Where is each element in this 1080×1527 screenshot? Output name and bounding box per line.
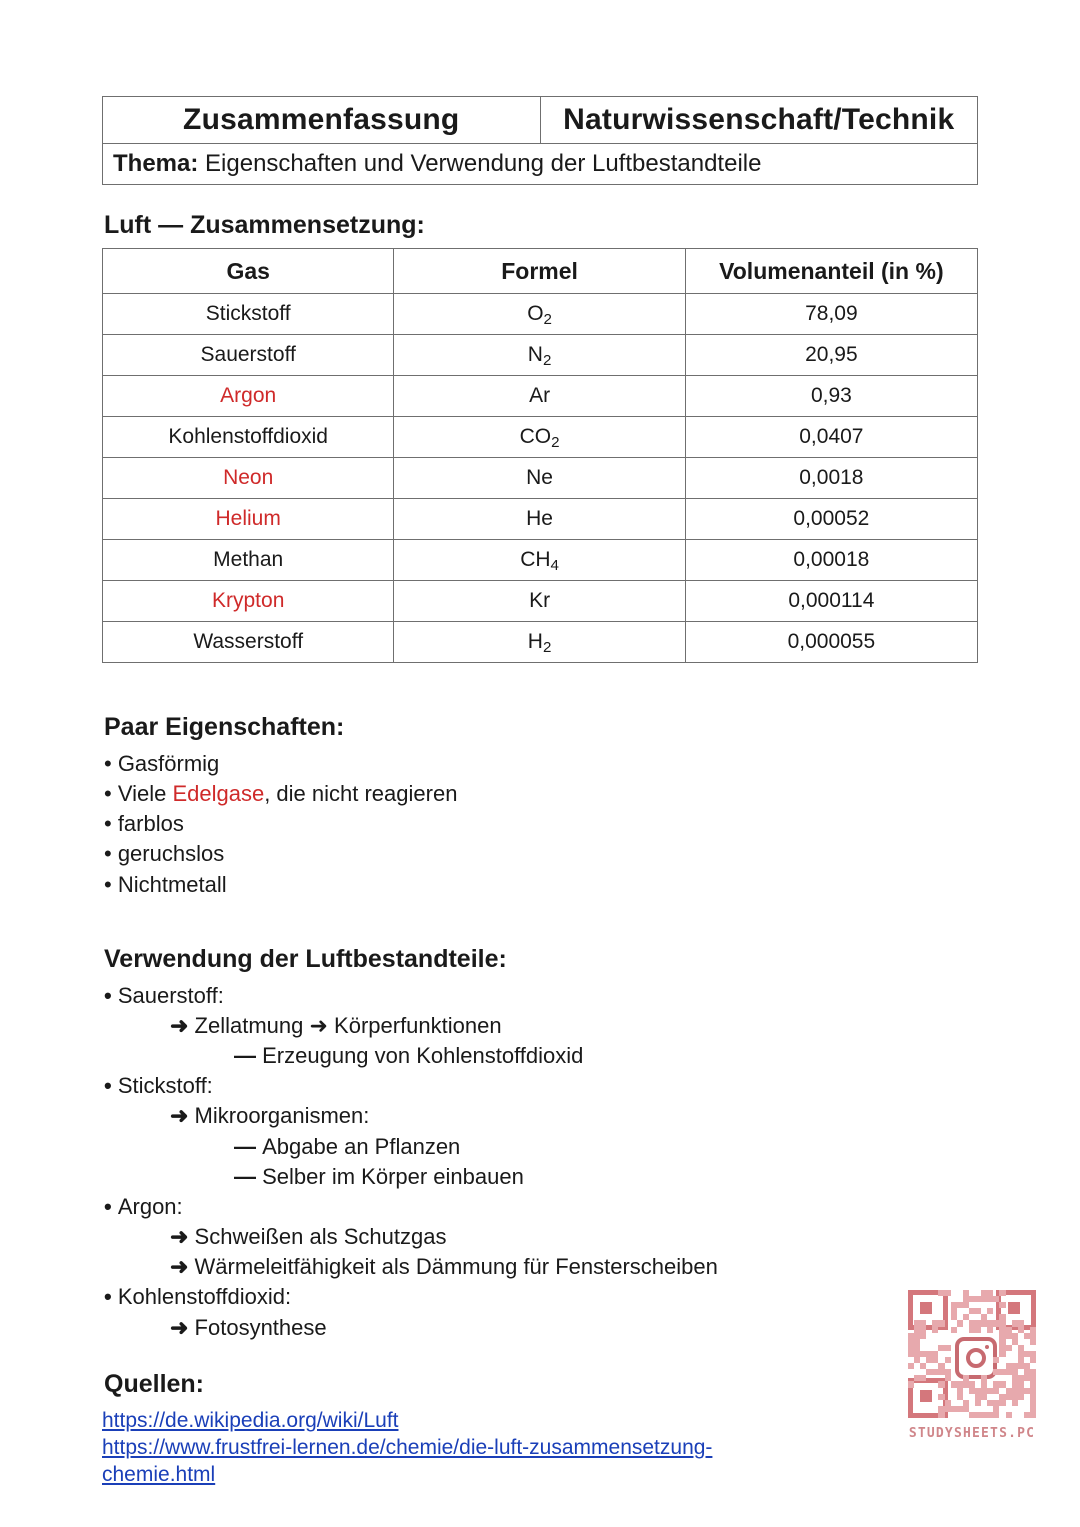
usage-item-label: Argon: bbox=[117, 1193, 183, 1219]
property-item: • geruchslos bbox=[104, 841, 225, 867]
qr-code-image[interactable] bbox=[908, 1290, 1036, 1418]
table-row bbox=[103, 581, 978, 622]
cell-formula: $O_2$ bbox=[394, 294, 685, 335]
usage-item bbox=[104, 1072, 978, 1100]
dash-icon: — bbox=[234, 1163, 263, 1189]
cell-gas: Sauerstoff bbox=[103, 335, 394, 376]
table-row bbox=[103, 417, 978, 458]
cell-volume: 0,0407 bbox=[685, 417, 977, 458]
arrow-icon: ➜ bbox=[170, 1254, 195, 1280]
section-title-sources: Quellen: bbox=[104, 1369, 205, 1398]
column-header-formula: Formel bbox=[394, 249, 685, 294]
header-box bbox=[102, 96, 978, 185]
dash-icon: — bbox=[234, 1133, 263, 1159]
header-row-topic bbox=[103, 144, 978, 185]
table-row bbox=[103, 458, 978, 499]
bullet-icon: • bbox=[104, 982, 118, 1008]
cell-volume: 0,000114 bbox=[685, 581, 977, 622]
usage-item bbox=[104, 1012, 978, 1040]
cell-volume: 0,0018 bbox=[685, 458, 977, 499]
sources-list bbox=[102, 1407, 802, 1489]
arrow-icon: ➜ bbox=[170, 1224, 195, 1250]
usage-item bbox=[104, 1042, 978, 1070]
table-row bbox=[103, 622, 978, 663]
usage-item bbox=[104, 1163, 978, 1191]
usage-item-label: Schweißen als Schutzgas bbox=[194, 1224, 447, 1250]
cell-formula: $N_2$ bbox=[394, 335, 685, 376]
usage-list bbox=[102, 982, 978, 1342]
header-topic bbox=[103, 144, 978, 185]
table-row bbox=[103, 335, 978, 376]
usage-item-label: Abgabe an Pflanzen bbox=[262, 1133, 461, 1159]
usage-item bbox=[104, 1193, 978, 1221]
usage-item bbox=[104, 982, 978, 1010]
usage-item-label: Kohlenstoffdioxid: bbox=[117, 1284, 292, 1310]
air-composition-table bbox=[102, 248, 978, 663]
cell-formula: $CO_2$ bbox=[394, 417, 685, 458]
cell-formula: Ar bbox=[394, 376, 685, 417]
cell-gas: Neon bbox=[103, 458, 394, 499]
properties-list bbox=[102, 750, 978, 899]
cell-gas: Krypton bbox=[103, 581, 394, 622]
table-header-row bbox=[103, 249, 978, 294]
table-row bbox=[103, 499, 978, 540]
usage-item-label: Wärmeleitfähigkeit als Dämmung für Fensterscheiben bbox=[194, 1254, 718, 1280]
source-link[interactable]: https://www.frustfrei-lernen.de/chemie/die-luft-zusammensetzung-chemie.html bbox=[102, 1435, 713, 1487]
document-content bbox=[102, 96, 978, 1489]
usage-item-label: Fotosynthese bbox=[194, 1314, 327, 1340]
arrow-icon: ➜ bbox=[170, 1012, 195, 1038]
cell-formula: $CH_4$ bbox=[394, 540, 685, 581]
property-item: • farblos bbox=[104, 811, 184, 837]
section-title-composition: Luft — Zusammensetzung: bbox=[104, 211, 425, 239]
usage-item bbox=[104, 1283, 978, 1311]
highlight-term: Edelgase bbox=[172, 781, 265, 807]
bullet-icon: • bbox=[104, 1073, 118, 1099]
usage-item-label: Erzeugung von Kohlenstoffdioxid bbox=[262, 1043, 584, 1069]
header-topic-label: Thema: bbox=[113, 150, 199, 177]
usage-item bbox=[104, 1223, 978, 1251]
arrow-icon: ➜ bbox=[170, 1314, 195, 1340]
usage-item-label: Sauerstoff: bbox=[117, 982, 224, 1008]
cell-gas: Argon bbox=[103, 376, 394, 417]
usage-item bbox=[104, 1102, 978, 1130]
cell-gas: Methan bbox=[103, 540, 394, 581]
section-title-usage: Verwendung der Luftbestandteile: bbox=[104, 944, 507, 973]
column-header-volume: Volumenanteil (in %) bbox=[685, 249, 977, 294]
cell-gas: Stickstoff bbox=[103, 294, 394, 335]
section-title-properties: Paar Eigenschaften: bbox=[104, 713, 345, 741]
usage-item bbox=[104, 1133, 978, 1161]
branding-block bbox=[904, 1290, 1040, 1441]
header-subject: Naturwissenschaft/Technik bbox=[540, 97, 978, 144]
dash-icon: — bbox=[234, 1043, 263, 1069]
cell-volume: 0,00052 bbox=[685, 499, 977, 540]
cell-formula: $H_2$ bbox=[394, 622, 685, 663]
header-title: Zusammenfassung bbox=[103, 97, 541, 144]
brand-label: STUDYSHEETS.PC bbox=[908, 1426, 1036, 1441]
bullet-icon: • bbox=[104, 1193, 118, 1219]
table-row bbox=[103, 294, 978, 335]
property-item: • Nichtmetall bbox=[104, 871, 227, 897]
property-item: • Gasförmig bbox=[104, 751, 220, 776]
property-item: • Viele Edelgase, die nicht reagieren bbox=[104, 781, 458, 807]
bullet-icon: • bbox=[104, 1284, 118, 1310]
usage-item-label: Mikroorganismen: bbox=[194, 1103, 370, 1129]
usage-item bbox=[104, 1314, 978, 1342]
cell-gas: Helium bbox=[103, 499, 394, 540]
table-row bbox=[103, 376, 978, 417]
cell-volume: 0,93 bbox=[685, 376, 977, 417]
usage-item-label: Selber im Körper einbauen bbox=[262, 1163, 524, 1189]
cell-volume: 0,000055 bbox=[685, 622, 977, 663]
instagram-icon bbox=[955, 1337, 997, 1379]
cell-formula: Ne bbox=[394, 458, 685, 499]
column-header-gas: Gas bbox=[103, 249, 394, 294]
source-link[interactable]: https://de.wikipedia.org/wiki/Luft bbox=[102, 1408, 399, 1432]
usage-item-label: Stickstoff: bbox=[117, 1073, 213, 1099]
table-row bbox=[103, 540, 978, 581]
cell-formula: He bbox=[394, 499, 685, 540]
cell-gas: Wasserstoff bbox=[103, 622, 394, 663]
header-topic-text: Eigenschaften und Verwendung der Luftbestandteile bbox=[205, 150, 762, 177]
usage-item-label: Zellatmung ➜ Körperfunktionen bbox=[194, 1012, 502, 1038]
cell-gas: Kohlenstoffdioxid bbox=[103, 417, 394, 458]
header-row-title bbox=[103, 97, 978, 144]
cell-volume: 0,00018 bbox=[685, 540, 977, 581]
arrow-icon: ➜ bbox=[170, 1103, 195, 1129]
usage-item bbox=[104, 1253, 978, 1281]
cell-volume: 20,95 bbox=[685, 335, 977, 376]
cell-volume: 78,09 bbox=[685, 294, 977, 335]
cell-formula: Kr bbox=[394, 581, 685, 622]
